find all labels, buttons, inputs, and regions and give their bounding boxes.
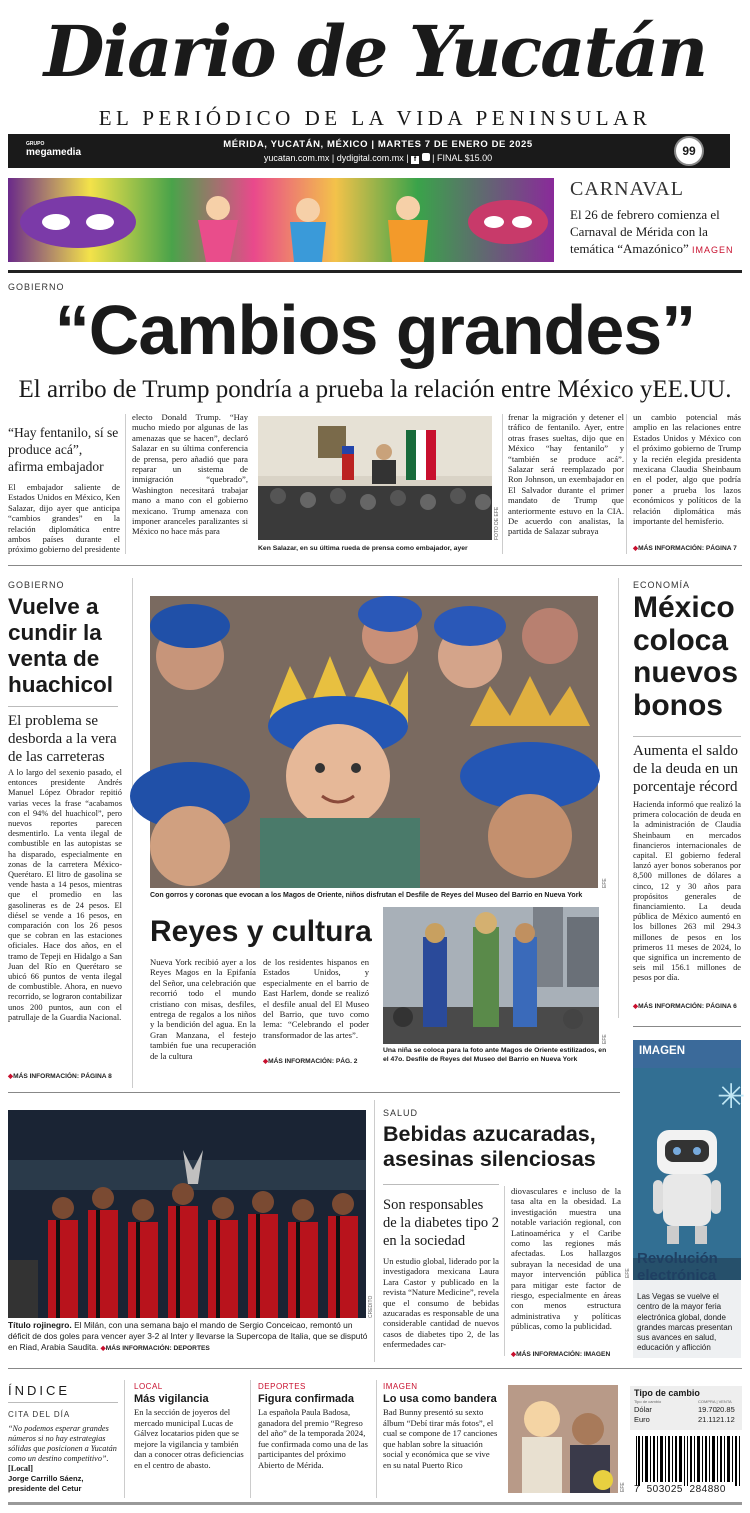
bonos-section: ECONOMÍA [633,580,691,590]
cita-label: CITA DEL DÍA [8,1410,71,1419]
masthead-title: Diario de Yucatán [43,10,707,93]
huachicol-body: A lo largo del sexenio pasado, el entonces presidente Andrés Manuel López Obrador repitió varias veces la frase “acabamos con el 94% del huachicol”, pero nuevos reportes parecen desmentirlo. La venta ilegal de combustible en las autopistas se ha disparado, especialmente en zonas de la carretera México-Querétaro. El litro de gasolina se vende hasta a 14 pesos, mientras que el promedio en las gasolineras es de 24 pesos. El diésel se vende a 16 pesos, en comparación con los 26 pesos que se cobran en las estaciones oficiales. Hace dos años, en el tramo de Tepeji en Hidalgo a San Juan del Río en Querétaro se ubicó 66 puntos de venta ilegal de combustible. Ahora, en nuevo recorrido, se lograron contabilizar unos 200 puntos, aun con el patrullaje de la Guardia Nacional. [8,768,122,1022]
milan-photo[interactable] [8,1110,366,1318]
bebidas-col2: diovasculares e incluso de la tasa alta en la obesidad. La investigación muestra una notable variación regional, con Latinoamérica y el Caribe como las regiones más afectadas. Los hallazgos subrayan la necesidad de una mayor intervención pública para mitigar este factor de riesgo, especialmente en áreas con menos estructura administrativa y políticas públicas, como la publicidad. [511,1186,621,1332]
huachicol-section: GOBIERNO [8,580,65,590]
milan-photo-credit: CREDITO [368,1295,374,1318]
imagen-credit: EFE [625,1268,631,1278]
carnaval-banner[interactable] [8,178,554,262]
barcode [634,1436,742,1498]
masthead-tagline: EL PERIÓDICO DE LA VIDA PENINSULAR [98,106,652,130]
megamedia-logo: GRUPO megamedia [26,141,82,158]
bonos-more-info[interactable]: ◆ MÁS INFORMACIÓN: PÁGINA 6 [633,1002,737,1010]
lead-photo-caption: Ken Salazar, en su última rueda de prensa como embajador, ayer [258,545,468,552]
lead-col4: un cambio potencial más amplio en las relaciones entre Estados Unidos y México con el próximo gobierno de Trump y la recién elegida presidenta mexicana Claudia Sheinbaum en el poder, algo que podría poner a prueba los lazos económicos y políticos de la relación diplomática más importante del hemisferio. [633,412,741,527]
tipo-cambio-h1: Tipo de cambio [634,1399,662,1404]
indice-photo[interactable] [508,1385,618,1493]
indice-photo-credit: EFE [620,1482,626,1492]
milan-caption: Título rojinegro. El Milán, con una semana bajo el mando de Sergio Conceicao, remontó un déficit de dos goles para vencer ayer 3-2 al Inter y llevarse la Supercopa de Italia, que se disputó en Riad, Arabia Saudita. ◆ MÁS INFORMACIÓN: DEPORTES [8,1320,370,1354]
carnaval-section: CARNAVAL [570,178,684,200]
imagen-label: IMAGEN [633,1040,741,1068]
lead-col1: El embajador saliente de Estados Unidos en México, Ken Salazar, dijo ayer que anticipa “cambios grandes” en la relación diplomática entre ambos países durante el próximo gobierno del presidente [8,482,120,555]
masthead-date: MÉRIDA, YUCATÁN, MÉXICO | MARTES 7 DE ENERO DE 2025 [223,139,533,150]
indice-item-local[interactable]: LOCAL Más vigilancia En la sección de joyeros del mercado municipal Lucas de Gálvez locatarios piden que se mejore la vigilancia y también dan a conocer otras deficiencias en el centro de abasto. [134,1382,244,1470]
tipo-cambio-box [630,1386,742,1430]
huachicol-more-info[interactable]: ◆ MÁS INFORMACIÓN: PÁGINA 8 [8,1072,112,1080]
reyes-col1: Nueva York recibió ayer a los Reyes Magos en la Epifanía del Señor, una celebración que recorrió todo el mundo cristiano con misas, desfiles, entrega de regalos a los niños y la bendición del agua. En la Gran Manzana, el festejo también fue una recuperación de la cultura [150,957,256,1061]
milan-more-info[interactable]: ◆ MÁS INFORMACIÓN: DEPORTES [101,1345,210,1352]
imagen-body: Las Vegas se vuelve el centro de la mayor feria electrónica global, donde grandes marcas presentan sus avances en salud, educación y aflicción [637,1292,733,1353]
bonos-headline[interactable]: México coloca nuevos bonos [633,591,739,722]
reyes-col2: de los residentes hispanos en Estados Unidos, y especialmente en el barrio de East Harlem, donde se realizó el desfile anual del El Museo del Barrio, que tuvo como lema: “Celebrando el poder transformador de las artes”. [263,957,369,1040]
lead-col3: frenar la migración y detener el tráfico de fentanilo. Ayer, entre otras frases sueltas, dijo que en México “hay fentanilo” y “también se produce acá”. Salazar será reemplazado por Ron Johnson, un exembajador en El Salvador durante el primer mandato de Trump que anteriormente estuvo en la CIA. De acuerdo con analistas, la partida de Salazar subraya [508,412,624,537]
bebidas-more-info[interactable]: ◆ MÁS INFORMACIÓN: IMAGEN [511,1350,610,1358]
barcode-digits: 7 503025 284880 [634,1484,726,1495]
lead-photo[interactable] [258,416,492,540]
bebidas-headline[interactable]: Bebidas azucaradas, asesinas silenciosas [383,1122,596,1171]
reyes-photo[interactable] [150,596,598,888]
tipo-cambio-h2: COMPRA | VENTA [698,1399,732,1404]
bonos-subhead: Aumenta el saldo de la deuda en un porcentaje récord [633,743,738,795]
instagram-icon[interactable] [422,153,430,161]
imagen-headline[interactable]: Revolución electrónica [637,1250,718,1284]
imagen-photo[interactable] [633,1068,746,1280]
facebook-icon[interactable]: f [411,156,419,164]
tipo-cambio-row-dolar: Dólar 19.70 20.85 [634,1405,735,1414]
indice-item-imagen[interactable]: IMAGEN Lo usa como bandera Bad Bunny presentó su sexto álbum “Debí tirar más fotos”, el cual se compone de 17 canciones que hablan sobre la situación social y económica que se vive en su natal Puerto Rico [383,1382,498,1470]
cita-author: Jorge Carrillo Sáenz, presidente del Cetur [8,1474,84,1493]
huachicol-subhead: El problema se desborda a la vera de las carreteras [8,713,117,765]
lead-col2: electo Donald Trump. “Hay mucho miedo por algunas de las amenazas que se hacen”, declaró Salazar en su última conferencia de prensa, pero añadió que para reparar un sistema de inmigración “quebrado”, Washington necesitará trabajar mano a mano con el gobierno mexicano. Trump amenaza con imponer aranceles paralizantes si México no hace más para [132,412,248,537]
reyes-photo2-caption: Una niña se coloca para la foto ante Magos de Oriente estilizados, en el 47o. Desfile de Reyes del Museo del Barrio en Nueva York [383,1047,607,1063]
lead-photo-credit: FOTO DE EFE [494,506,500,540]
huachicol-headline[interactable]: Vuelve a cundir la venta de huachicol [8,594,114,697]
reyes-photo-credit: EFE [602,878,608,888]
lead-section: GOBIERNO [8,282,65,292]
reyes-photo2-credit: EFE [602,1034,608,1044]
cita-text: “No podemos esperar grandes números si no hay estrategias sólidas que posicionen a Yucatán como un destino competitivo”. [Local] [8,1424,117,1473]
reyes-photo-caption: Con gorros y coronas que evocan a los Magos de Oriente, niños disfrutan el Desfile de Reyes del Museo del Barrio en Nueva York [150,892,583,899]
masthead-bar [8,134,730,168]
svg-text:✳: ✳ [717,1077,746,1117]
bebidas-col1: Un estudio global, liderado por la investigadora mexicana Laura Lara Castor y publicado en la revista “Nature Medicine”, revela que el consumo de bebidas azucaradas es responsable de una considerable cantidad de nuevos casos de diabetes tipo 2, de las enfermedades car- [383,1256,499,1350]
tipo-cambio-row-euro: Euro 21.11 21.12 [634,1415,735,1424]
bebidas-section: SALUD [383,1108,419,1118]
anniversary-badge: 99 [674,136,704,166]
reyes-headline[interactable]: Reyes y cultura [150,915,372,948]
bonos-body: Hacienda informó que realizó la primera colocación de deuda en la administración de Claudia Sheinbaum en mercados financieros internacionales de capital. El gobierno federal lanzó ayer bonos soberanos por 8,500 millones de dólares a cinco, 12 y 30 años para propósitos generales de financiamiento. La deuda pública de México aumentó en los billones 263 mil 294.3 millones de pesos en los primeros 11 meses de 2024, lo que significa un incremento de seis mil 156.1 millones de pesos por día. [633,800,741,983]
indice-title: ÍNDICE [8,1383,71,1398]
imagen-box [625,1040,746,1358]
reyes-photo2[interactable] [383,907,599,1044]
lead-subhead: El arribo de Trump pondría a prueba la relación entre México yEE.UU. [18,376,732,403]
carnaval-text: El 26 de febrero comienza el Carnaval de Mérida con la temática “Amazónico” IMAGEN [570,207,734,256]
lead-more-info[interactable]: ◆ MÁS INFORMACIÓN: PÁGINA 7 [633,544,737,552]
lead-quote: “Hay fentanilo, sí se produce acá”, afirma embajador [8,425,119,474]
lead-headline[interactable]: “Cambios grandes” [54,291,696,369]
reyes-more-info[interactable]: ◆ MÁS INFORMACIÓN: PÁG. 2 [263,1057,357,1065]
indice-item-deportes[interactable]: DEPORTES Figura confirmada La española Paula Badosa, ganadora del premio “Regreso del año” de la temporada 2024, fue confirmada como una de las participantes del próximo Abierto de Mérida. [258,1382,369,1470]
tipo-cambio-title: Tipo de cambio [634,1388,700,1398]
masthead-web: yucatan.com.mx | dydigital.com.mx | f | FINAL $15.00 [263,153,493,163]
bebidas-subhead: Son responsables de la diabetes tipo 2 en la sociedad [383,1197,499,1249]
